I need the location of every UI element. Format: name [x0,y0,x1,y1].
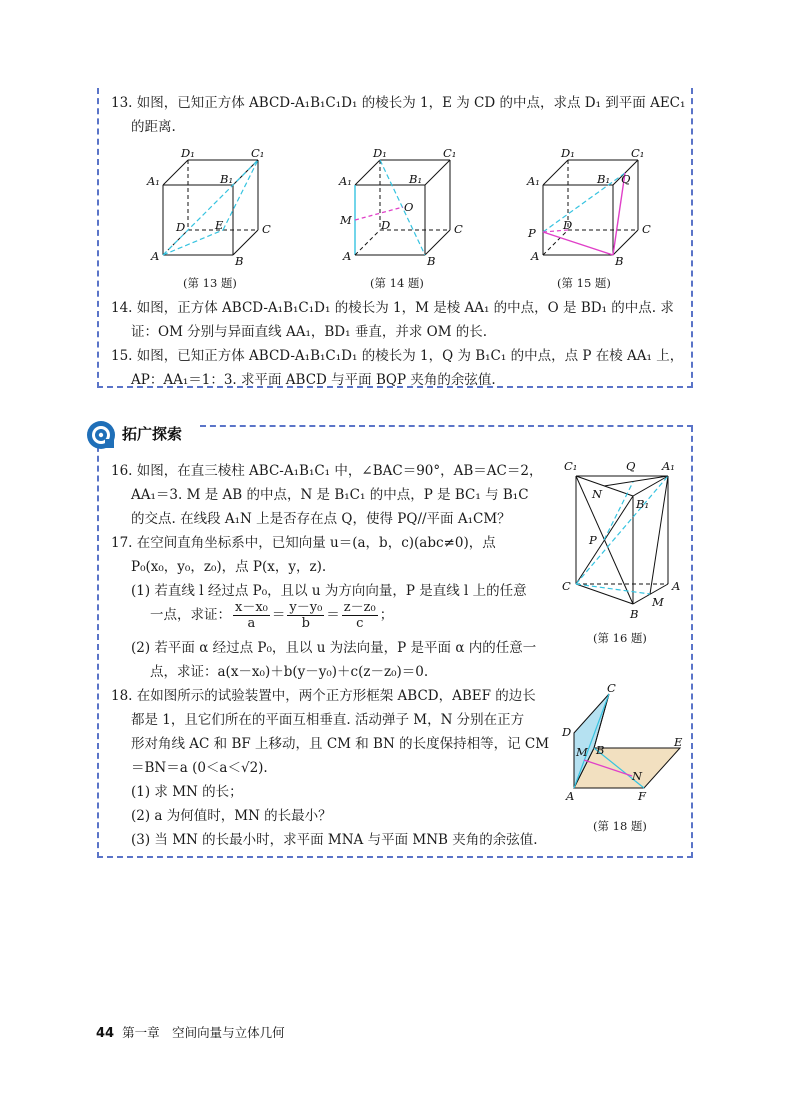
caption-fig14: (第 14 题) [370,276,424,290]
edge [163,160,188,185]
edge [233,230,258,255]
label-A: A [672,579,681,593]
problem-13-line-1: 13. 如图，已知正方体 ABCD-A₁B₁C₁D₁ 的棱长为 1，E 为 CD 的中点，求点 D₁ 到平面 AEC₁ [111,95,686,111]
problem-18-line-3: 形对角线 AC 和 BF 上移动，且 CM 和 BN 的长度保持相等，记 CM [131,736,550,752]
edge [425,160,450,185]
label-O: O [404,200,414,214]
caption-fig18: (第 18 题) [593,819,647,833]
section-explore-icon [85,419,117,451]
hidden-edge [355,230,380,255]
label-B: B [596,743,605,757]
cyan-segment [163,230,223,255]
figure-18-squares [562,681,692,808]
fraction-x-numerator: x－x₀ [235,600,268,615]
problem-17-part1-line-1: (1) 若直线 l 经过点 P₀，且以 u 为方向向量，P 是直线 l 上的任意 [131,583,527,599]
problem-17-line-1: 17. 在空间直角坐标系中，已知向量 u＝(a，b，c)(abc≠0)，点 [111,535,496,551]
label-C: C [454,222,463,236]
segment-A1M [650,476,668,594]
label-B: B [235,254,244,268]
fraction-x-denominator: a [247,616,256,631]
problem-18-line-4: ＝BN＝a (0＜a＜√2). [131,760,268,776]
label-C1: C₁ [443,146,457,160]
cyan-segment [223,160,258,230]
magenta-segment-PB [543,232,613,255]
problem-18-question-1: (1) 求 MN 的长； [131,784,243,800]
label-D1: D₁ [373,146,387,160]
label-D1: D₁ [561,146,575,160]
label-M: M [340,213,352,227]
fraction-x [233,600,270,631]
problem-16-line-1: 16. 如图，在直三棱柱 ABC-A₁B₁C₁ 中，∠BAC＝90°，AB＝AC＝2， [111,463,543,479]
problem-15-line-2: AP：AA₁＝1：3. 求平面 ABCD 与平面 BQP 夹角的余弦值. [131,372,496,388]
fraction-z-denominator: c [356,616,364,631]
fraction-y-denominator: b [301,616,310,631]
label-A: A [151,249,160,263]
label-C: C [642,222,651,236]
label-Q: Q [626,459,636,473]
section-title: 拓广探索 [122,425,183,443]
label-D1: D₁ [181,146,195,160]
label-B1: B₁ [220,172,234,186]
problem-14-line-1: 14. 如图，正方体 ABCD-A₁B₁C₁D₁ 的棱长为 1，M 是棱 AA₁ 的中点，O 是 BD₁ 的中点. 求 [111,300,674,316]
problem-17-part2-line-1: (2) 若平面 α 经过点 P₀，且以 u 为法向量，P 是平面 α 内的任意一 [131,640,537,656]
label-M: M [652,595,664,609]
fraction-z [342,600,378,631]
label-B1: B₁ [597,172,611,186]
label-C1: C₁ [564,459,578,473]
label-A1: A₁ [339,174,352,188]
figure-13-cube [145,145,285,270]
label-D: D [176,220,186,234]
label-E: E [674,735,683,749]
problem-16-line-2: AA₁＝3. M 是 AB 的中点，N 是 B₁C₁ 的中点，P 是 BC₁ 与 B₁C [131,487,529,503]
fraction-z-numerator: z－z₀ [343,600,376,615]
label-B: B [427,254,436,268]
edge [543,160,568,185]
edge-CB [576,584,633,604]
problem-18-question-3: (3) 当 MN 的长最小时，求平面 MNA 与平面 MNB 夹角的余弦值. [131,832,538,848]
edge [355,160,380,185]
problem-18-question-2: (2) a 为何值时，MN 的长最小？ [131,808,332,824]
problem-17-part2-line-2: 点，求证：a(x－x₀)＋b(y－y₀)＋c(z－z₀)＝0. [150,664,429,680]
label-B: B [630,607,639,621]
label-N: N [592,487,603,501]
label-A: A [531,249,540,263]
label-F: F [638,789,646,803]
cyan-segment [163,160,258,255]
problem-16-line-3: 的交点. 在线段 A₁N 上是否存在点 Q，使得 PQ//平面 A₁CM？ [131,511,511,527]
label-A1: A₁ [147,174,160,188]
fraction-y-numerator: y－y₀ [289,600,323,615]
label-A: A [343,249,352,263]
figure-15-cube [525,145,665,270]
page-number: 44 [96,1026,115,1041]
fraction-y [287,600,324,631]
label-D: D [381,218,391,232]
cyan-segment-CM [576,584,650,594]
label-A: A [566,789,575,803]
problem-13-line-2: 的距离. [131,119,176,135]
label-C1: C₁ [631,146,645,160]
label-M: M [576,745,588,759]
label-C: C [262,222,271,236]
label-P: P [528,226,536,240]
caption-fig15: (第 15 题) [557,276,611,290]
label-C: C [607,681,616,695]
label-B1: B₁ [409,172,423,186]
problem-15-line-1: 15. 如图，已知正方体 ABCD-A₁B₁C₁D₁ 的棱长为 1，Q 为 B₁C₁ 的中点，点 P 在棱 AA₁ 上， [111,348,684,364]
problem-17-part1-line-2: 一点，求证： $\frac{\text{x－x₀}}{a}$ ＝ $\frac{\text{y－y₀}}{b}$ ＝ $\frac{\text{z－z₀}}{c}$ ； [150,600,394,631]
caption-fig13: (第 13 题) [183,276,237,290]
label-B: B [615,254,624,268]
page-footer [96,1023,285,1041]
label-A1: A₁ [527,174,540,188]
label-C1: C₁ [251,146,265,160]
chapter-title: 第一章 空间向量与立体几何 [122,1025,285,1040]
label-A1: A₁ [662,459,675,473]
label-D: D [563,218,573,232]
label-E: E [215,218,224,232]
problem-18-line-1: 18. 在如图所示的试验装置中，两个正方形框架 ABCD，ABEF 的边长 [111,688,536,704]
edge [425,230,450,255]
caption-fig16: (第 16 题) [593,631,647,645]
problem-17-line-2: P₀(x₀，y₀，z₀)，点 P(x，y，z). [131,559,327,575]
label-D: D [562,725,572,739]
problem-14-line-2: 证：OM 分别与异面直线 AA₁，BD₁ 垂直，并求 OM 的长. [131,324,488,340]
label-C: C [562,579,571,593]
label-P: P [589,533,597,547]
label-N: N [632,769,643,783]
figure-14-cube [337,145,477,270]
label-B1: B₁ [636,497,650,511]
problem-18-line-2: 都是 1，且它们所在的平面互相垂直. 活动弹子 M，N 分别在正方 [131,712,525,728]
problem-17-part1-prefix: 一点，求证： [150,607,231,623]
label-Q: Q [621,172,631,186]
figure-16-prism [558,456,688,626]
magenta-segment-OM [355,207,403,220]
